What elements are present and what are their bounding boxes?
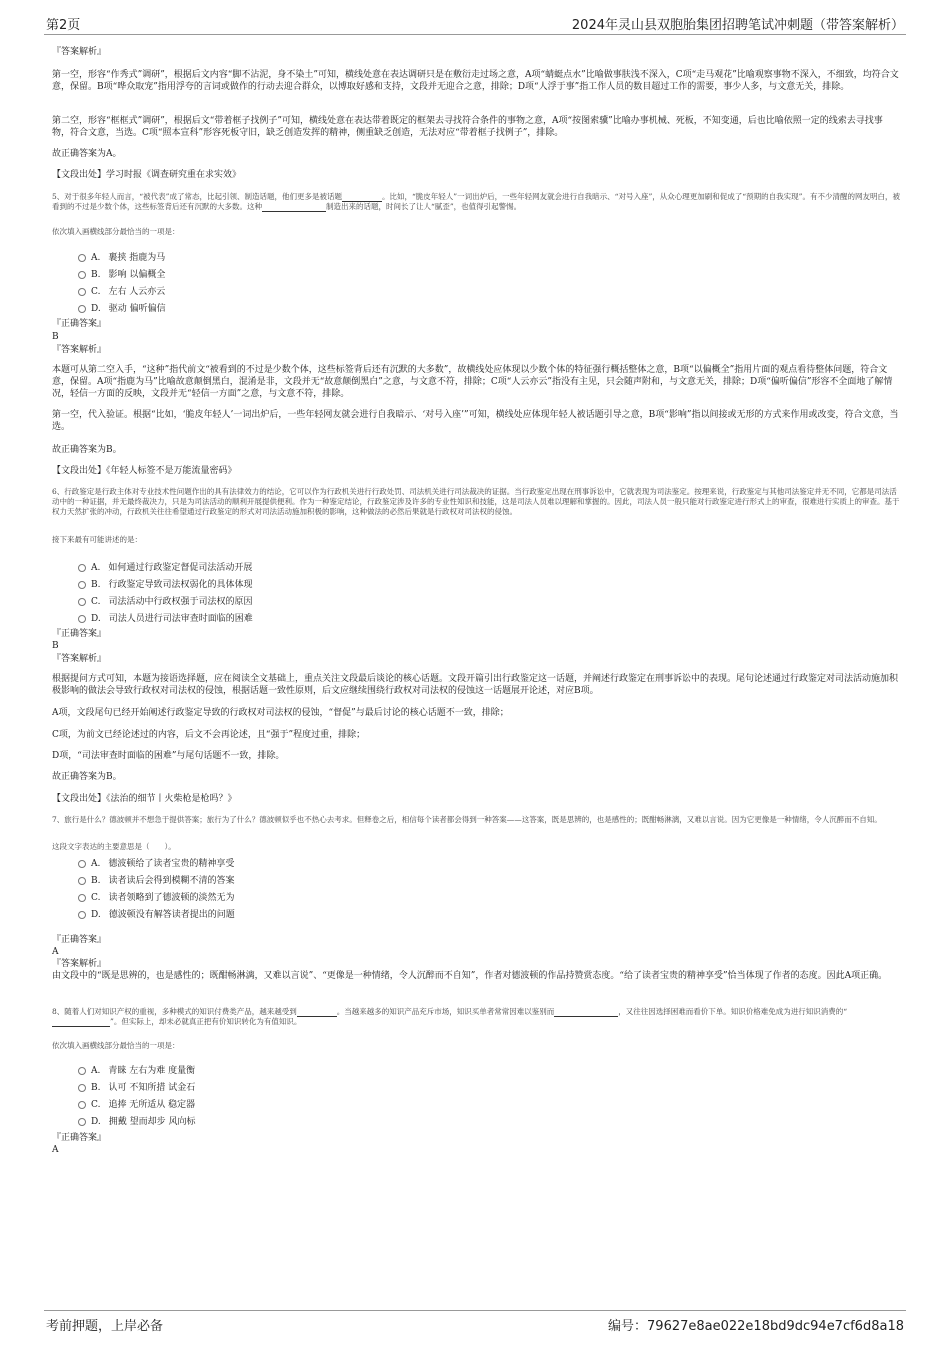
q5-stem-part: 制造出来的话题，时间长了让人“腻歪”，也值得引起警惕。 — [326, 202, 522, 212]
q5-stem — [52, 192, 900, 212]
option-letter: B. — [91, 580, 101, 590]
option-text: 认可 不知所措 试金石 — [108, 1083, 196, 1093]
q4-analysis-2: 第二空，形容“框框式”调研”，根据后文“带着框子找例子”可知，横线处意在表达带着既定的框架去寻找符合条件的事物之意，A项“按图索骥”比喻办事机械、死板，不知变通，后也比喻依照一定的线索去寻找事物，符合文意，当选。C项“照本宣科”形容死板守旧，缺乏创造发挥的精神，侧重缺乏创造，无法对应“带着框子找例子”，排除。 — [52, 116, 883, 139]
option-text: 司法活动中行政权强于司法权的原因 — [108, 597, 253, 607]
q8-stem-part: ”。但实际上，却未必就真正把有价知识转化为有值知识。 — [110, 1017, 302, 1027]
fill-blank — [297, 1016, 337, 1017]
option-text: 影响 以偏概全 — [108, 270, 166, 280]
option-letter: B. — [91, 270, 101, 280]
q8-option-a[interactable] — [78, 1063, 195, 1076]
radio-icon[interactable] — [78, 911, 86, 919]
q6-source: 【文段出处】《法治的细节丨火柴枪是枪吗？》 — [52, 794, 237, 804]
radio-icon[interactable] — [78, 254, 86, 262]
q6-option-a[interactable] — [78, 560, 252, 573]
q7-prompt: 这段文字表达的主要意思是（ ）。 — [52, 842, 176, 851]
q8-answer: A — [52, 1145, 59, 1155]
option-letter: D. — [91, 614, 101, 624]
option-letter: C. — [91, 597, 101, 607]
page-footer — [44, 1310, 906, 1333]
option-text: 德波顿没有解答读者提出的问题 — [108, 910, 235, 920]
q8-stem — [52, 1007, 900, 1027]
page-number: 第2页 — [46, 18, 81, 33]
option-letter: A. — [91, 253, 101, 263]
fill-blank — [262, 211, 326, 212]
q6-option-b[interactable] — [78, 577, 253, 590]
option-letter: A. — [91, 1066, 101, 1076]
q8-stem-part: 8、随着人们对知识产权的重视，多种模式的知识付费类产品，越来越受到 — [52, 1007, 297, 1016]
q8-answer-label: 『正确答案』 — [52, 1133, 107, 1143]
document-title: 2024年灵山县双胞胎集团招聘笔试冲刺题（带答案解析） — [571, 18, 904, 33]
q7-option-b[interactable] — [78, 873, 235, 886]
q5-conclusion: 故正确答案为B。 — [52, 445, 122, 455]
option-text: 青睐 左右为难 度量衡 — [108, 1066, 196, 1076]
option-letter: C. — [91, 287, 101, 297]
option-letter: D. — [91, 910, 101, 920]
option-letter: A. — [91, 859, 101, 869]
radio-icon[interactable] — [78, 271, 86, 279]
q8-prompt: 依次填入画横线部分最恰当的一项是： — [52, 1041, 180, 1050]
q4-source: 【文段出处】学习时报《调查研究重在求实效》 — [52, 170, 242, 180]
q5-analysis-1: 本题可从第二空入手，“这种”指代前文“被看到的不过是少数个体，这些标签背后还有沉默的大多数”，故横线处应体现以少数个体的特征强行概括整体之意，B项“以偏概全”指用片面的观点看待整体问题，符合文意，保留。A项“指鹿为马”比喻故意颠倒黑白，混淆是非，文段并无“故意颠倒黑白”之意，与文意不符，排除；C项“人云亦云”指没有主见，只会随声附和，与文意无关，排除；D项“偏听偏信”形容不全面地了解情况，轻信一方面的反映，文段并无“轻信一方面”之意，与文意不符，排除。 — [52, 365, 893, 400]
q8-option-b[interactable] — [78, 1080, 195, 1093]
q6-option-c[interactable] — [78, 594, 252, 607]
radio-icon[interactable] — [78, 564, 86, 572]
q6-answer-label: 『正确答案』 — [52, 629, 107, 639]
q5-stem-part: 。比如，“脆皮年轻人”一词出炉后，一些年轻网友就会进行自我暗示、“对号入座”，从众心理更加刷和促成了“预期的自我实现”。有不少清醒的网友明白，被看到的不过是少数个体，这些标签背后还有沉默的大多数。这种 — [52, 192, 900, 212]
option-text: 拥戴 望而却步 风向标 — [108, 1117, 196, 1127]
radio-icon[interactable] — [78, 860, 86, 868]
q7-stem: 7、旅行是什么？德波顿并不想急于提供答案；旅行为了什么？德波顿似乎也不热心去考求。但释卷之后，相信每个读者都会得到一种答案——这答案，既是思辨的，也是感性的；既酣畅淋漓，又难以言说。因为它更像是一种情绪，令人沉醉而不自知。 — [52, 815, 882, 824]
q7-answer: A — [52, 947, 59, 957]
q6-stem: 6、行政鉴定是行政主体对专业技术性问题作出的具有法律效力的结论，它可以作为行政机关进行行政处罚、司法机关进行司法裁决的证据。当行政鉴定出现在刑事诉讼中，它就表现为司法鉴定。按理来说，行政鉴定与其他司法鉴定并无不同，它都是司法活动中的一种证据，并无最终裁决力，只是为司法活动的顺利开展提供便利。作为一种鉴定结论，行政鉴定涉及许多的专业性知识和技能，这是司法人员难以理解和掌握的。因此，司法人员一般只能对行政鉴定进行形式上的审查，很难进行实质上的审查。基于权力天然扩张的冲动，行政机关往往希望通过行政鉴定的形式对司法活动施加积极的影响，这种做法的必然后果就是行政权对司法权的侵蚀。 — [52, 487, 900, 517]
radio-icon[interactable] — [78, 894, 86, 902]
q4-conclusion: 故正确答案为A。 — [52, 149, 122, 159]
radio-icon[interactable] — [78, 1084, 86, 1092]
radio-icon[interactable] — [78, 581, 86, 589]
q8-option-d[interactable] — [78, 1114, 196, 1127]
q6-analysis-3: C项，为前文已经论述过的内容，后文不会再论述，且“强于”程度过重，排除； — [52, 730, 366, 740]
q6-conclusion: 故正确答案为B。 — [52, 772, 122, 782]
q5-analysis-label: 『答案解析』 — [52, 345, 107, 355]
q4-analysis-1: 第一空，形容“作秀式”调研”，根据后文内容“脚不沾泥，身不染土”可知，横线处意在表达调研只是在敷衍走过场之意，A项“蜻蜓点水”比喻做事肤浅不深入，C项“走马观花”比喻观察事物不深入，不细致，均符合文意，保留。B项“哗众取宠”指用浮夸的言词或做作的行动去迎合群众，以博取好感和支持，文段并无迎合之意，排除；D项“人浮于事”指工作人员的数目超过工作的需要，事少人多，与文意无关，排除。 — [52, 70, 899, 93]
q8-option-c[interactable] — [78, 1097, 195, 1110]
option-letter: D. — [91, 1117, 101, 1127]
option-text: 读者领略到了德波顿的淡然无为 — [108, 893, 235, 903]
option-letter: B. — [91, 1083, 101, 1093]
q6-analysis-label: 『答案解析』 — [52, 654, 107, 664]
radio-icon[interactable] — [78, 1067, 86, 1075]
option-letter: C. — [91, 1100, 101, 1110]
q7-option-a[interactable] — [78, 856, 234, 869]
option-letter: C. — [91, 893, 101, 903]
radio-icon[interactable] — [78, 598, 86, 606]
radio-icon[interactable] — [78, 305, 86, 313]
q6-answer: B — [52, 641, 59, 651]
q6-analysis-4: D项，“司法审查时面临的困难”与尾句话题不一致，排除。 — [52, 751, 285, 761]
option-text: 行政鉴定导致司法权弱化的具体体现 — [108, 580, 253, 590]
q6-prompt: 接下来最有可能讲述的是： — [52, 535, 142, 544]
option-text: 读者读后会得到模糊不清的答案 — [108, 876, 235, 886]
q6-analysis-1: 根据提问方式可知，本题为接语选择题，应在阅读全文基础上，重点关注文段最后谈论的核心话题。文段开篇引出行政鉴定这一话题，并阐述行政鉴定在刑事诉讼中的表现。尾句论述通过行政鉴定对司法活动施加积极影响的做法会导致行政权对司法权的侵蚀，根据话题一致性原则，后文应继续围绕行政权对司法权的侵蚀这一话题展开论述，对应B项。 — [52, 674, 899, 697]
radio-icon[interactable] — [78, 288, 86, 296]
q7-option-d[interactable] — [78, 907, 235, 920]
q5-source: 【文段出处】《年轻人标签不是万能流量密码》 — [52, 466, 237, 476]
q5-stem-part: 5、对于很多年轻人而言，“被代表”成了常态，比起引领、制造话题，他们更多是被话题 — [52, 192, 342, 201]
q5-option-a[interactable] — [78, 250, 165, 263]
q5-option-b[interactable] — [78, 267, 165, 280]
option-text: 德波顿给了读者宝贵的精神享受 — [108, 859, 235, 869]
document-code: 编号：79627e8ae022e18bd9dc94e7cf6d8a18 — [608, 1319, 904, 1334]
q7-analysis-label: 『答案解析』 — [52, 959, 107, 969]
q5-prompt: 依次填入画横线部分最恰当的一项是： — [52, 227, 180, 236]
q8-stem-part: 。当越来越多的知识产品充斥市场，知识买单者常常因难以鉴别而 — [336, 1007, 555, 1016]
q5-analysis-2: 第一空，代入验证。根据“比如，‘脆皮年轻人’一词出炉后，一些年轻网友就会进行自我暗示、‘对号入座’”可知，横线处应体现年轻人被话题引导之意，B项“影响”指以间接或无形的方式来作用或改变，符合文意，当选。 — [52, 410, 899, 433]
radio-icon[interactable] — [78, 615, 86, 623]
option-text: 裹挟 指鹿为马 — [108, 253, 166, 263]
q7-answer-label: 『正确答案』 — [52, 935, 107, 945]
option-letter: A. — [91, 563, 101, 573]
option-text: 追捧 无所适从 稳定器 — [108, 1100, 196, 1110]
option-text: 驱动 偏听偏信 — [108, 304, 166, 314]
q5-option-d[interactable] — [78, 301, 166, 314]
fill-blank — [554, 1016, 618, 1017]
option-text: 左右 人云亦云 — [108, 287, 166, 297]
q8-stem-part: ，又往往因选择困难而看价下单。知识价格难免成为进行知识消费的“ — [618, 1007, 848, 1016]
q7-option-c[interactable] — [78, 890, 234, 903]
page-header — [44, 12, 906, 35]
radio-icon[interactable] — [78, 1118, 86, 1126]
option-letter: B. — [91, 876, 101, 886]
q5-option-c[interactable] — [78, 284, 165, 297]
fill-blank — [52, 1026, 110, 1027]
option-text: 如何通过行政鉴定督促司法活动开展 — [108, 563, 253, 573]
radio-icon[interactable] — [78, 877, 86, 885]
option-letter: D. — [91, 304, 101, 314]
footer-slogan: 考前押题，上岸必备 — [46, 1319, 164, 1334]
q5-answer-label: 『正确答案』 — [52, 319, 107, 329]
option-text: 司法人员进行司法审查时面临的困难 — [108, 614, 253, 624]
q5-answer: B — [52, 332, 59, 342]
q7-analysis-1: 由文段中的“既是思辨的，也是感性的；既酣畅淋漓，又难以言说”、“更像是一种情绪，令人沉醉而不自知”，作者对德波顿的作品持赞赏态度。“给了读者宝贵的精神享受”恰当体现了作者的态度。因此A项正确。 — [52, 971, 888, 981]
q6-option-d[interactable] — [78, 611, 253, 624]
radio-icon[interactable] — [78, 1101, 86, 1109]
q6-analysis-2: A项，文段尾句已经开始阐述行政鉴定导致的行政权对司法权的侵蚀，“督促”与最后讨论的核心话题不一致，排除； — [52, 708, 509, 718]
q4-analysis-label: 『答案解析』 — [52, 47, 107, 57]
